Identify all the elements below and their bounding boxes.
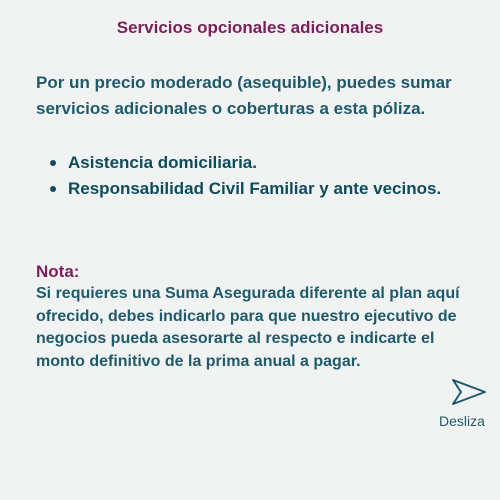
- arrow-right-icon[interactable]: [451, 378, 487, 406]
- list-item: [36, 150, 476, 176]
- services-list: [36, 150, 476, 202]
- bullet-icon: [50, 160, 56, 166]
- note-label: Nota:: [36, 262, 80, 281]
- bullet-icon: [50, 186, 56, 192]
- list-item-label: Asistencia domiciliaria.: [68, 153, 257, 172]
- intro-text: Por un precio moderado (asequible), puedes sumar servicios adicionales o coberturas a esta póliza.: [36, 73, 452, 118]
- list-item: [36, 176, 476, 202]
- page-title: Servicios opcionales adicionales: [116, 18, 384, 37]
- swipe-label[interactable]: Desliza: [439, 413, 485, 429]
- list-item-label: Responsabilidad Civil Familiar y ante vecinos.: [68, 179, 442, 198]
- note-text: Si requieres una Suma Asegurada diferente al plan aquí ofrecido, debes indicarlo para que nuestro ejecutivo de negocios pueda asesorarte al respecto e indicarte el monto definitivo de la prima anual a pagar.: [36, 285, 460, 370]
